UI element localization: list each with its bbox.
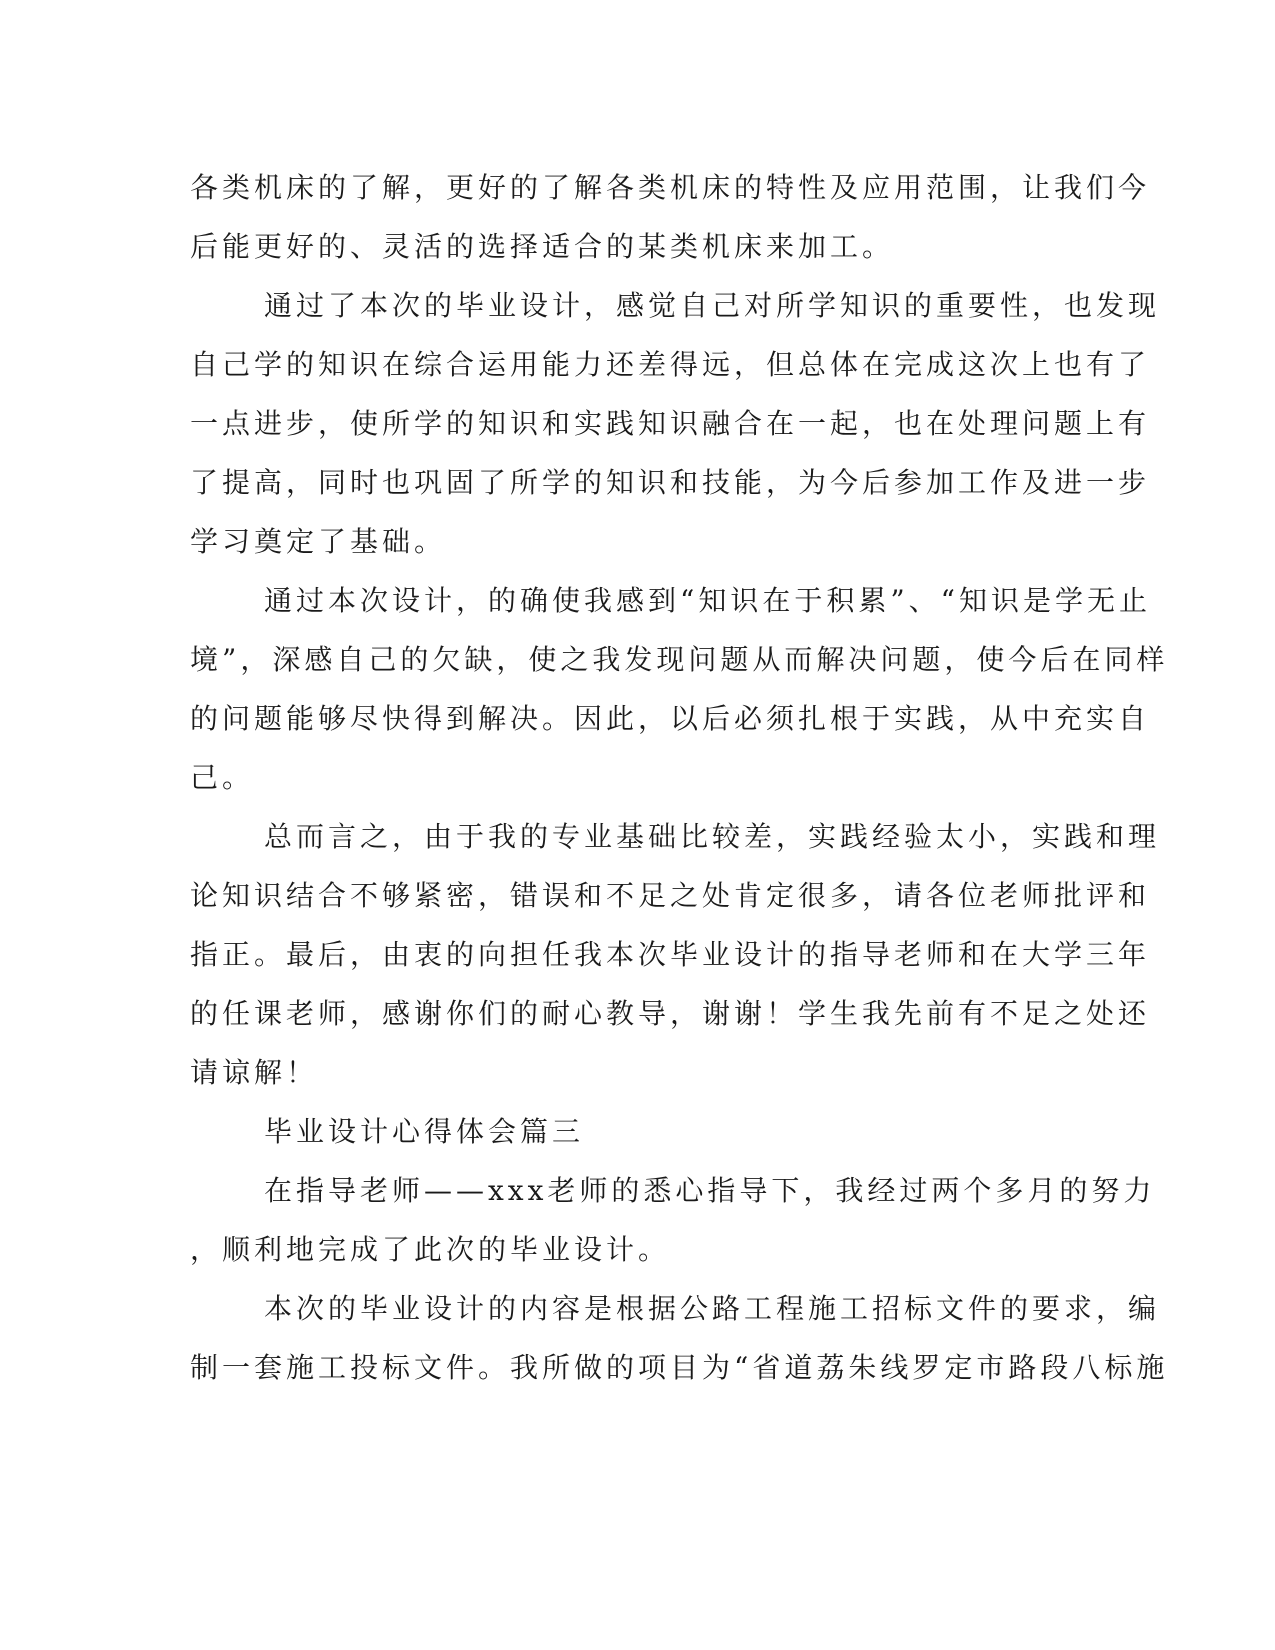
document-body	[190, 158, 1169, 1397]
text-line: 后能更好的、灵活的选择适合的某类机床来加工。	[190, 230, 895, 263]
text-line: 学习奠定了基础。	[190, 525, 447, 558]
text-line: 制一套施工投标文件。我所做的项目为“省道荔朱线罗定市路段八标施	[190, 1351, 1169, 1384]
paragraph-start-line: 在指导老师——xxx老师的悉心指导下，我经过两个多月的努力	[264, 1174, 1156, 1207]
text-line: ，顺利地完成了此次的毕业设计。	[190, 1233, 671, 1266]
text-line: 指正。最后，由衷的向担任我本次毕业设计的指导老师和在大学三年	[190, 938, 1151, 971]
text-line: 一点进步，使所学的知识和实践知识融合在一起，也在处理问题上有	[190, 407, 1151, 440]
text-line: 自己学的知识在综合运用能力还差得远，但总体在完成这次上也有了	[190, 348, 1151, 381]
text-line: 的任课老师，感谢你们的耐心教导，谢谢！学生我先前有不足之处还	[190, 997, 1151, 1030]
text-line: 的问题能够尽快得到解决。因此，以后必须扎根于实践，从中充实自	[190, 702, 1151, 735]
text-line: 请谅解！	[190, 1056, 319, 1089]
text-line: 境”，深感自己的欠缺，使之我发现问题从而解决问题，使今后在同样	[190, 643, 1169, 676]
text-line: 了提高，同时也巩固了所学的知识和技能，为今后参加工作及进一步	[190, 466, 1151, 499]
section-heading: 毕业设计心得体会篇三	[264, 1115, 585, 1148]
paragraph-start-line: 本次的毕业设计的内容是根据公路工程施工招标文件的要求，编	[264, 1292, 1161, 1325]
paragraph-start-line: 通过本次设计，的确使我感到“知识在于积累”、“知识是学无止	[264, 584, 1151, 617]
paragraph-start-line: 通过了本次的毕业设计，感觉自己对所学知识的重要性，也发现	[264, 289, 1161, 322]
text-line: 论知识结合不够紧密，错误和不足之处肯定很多，请各位老师批评和	[190, 879, 1151, 912]
text-line: 各类机床的了解，更好的了解各类机床的特性及应用范围，让我们今	[190, 171, 1151, 204]
text-line: 己。	[190, 761, 255, 794]
paragraph-start-line: 总而言之，由于我的专业基础比较差，实践经验太小，实践和理	[264, 820, 1161, 853]
